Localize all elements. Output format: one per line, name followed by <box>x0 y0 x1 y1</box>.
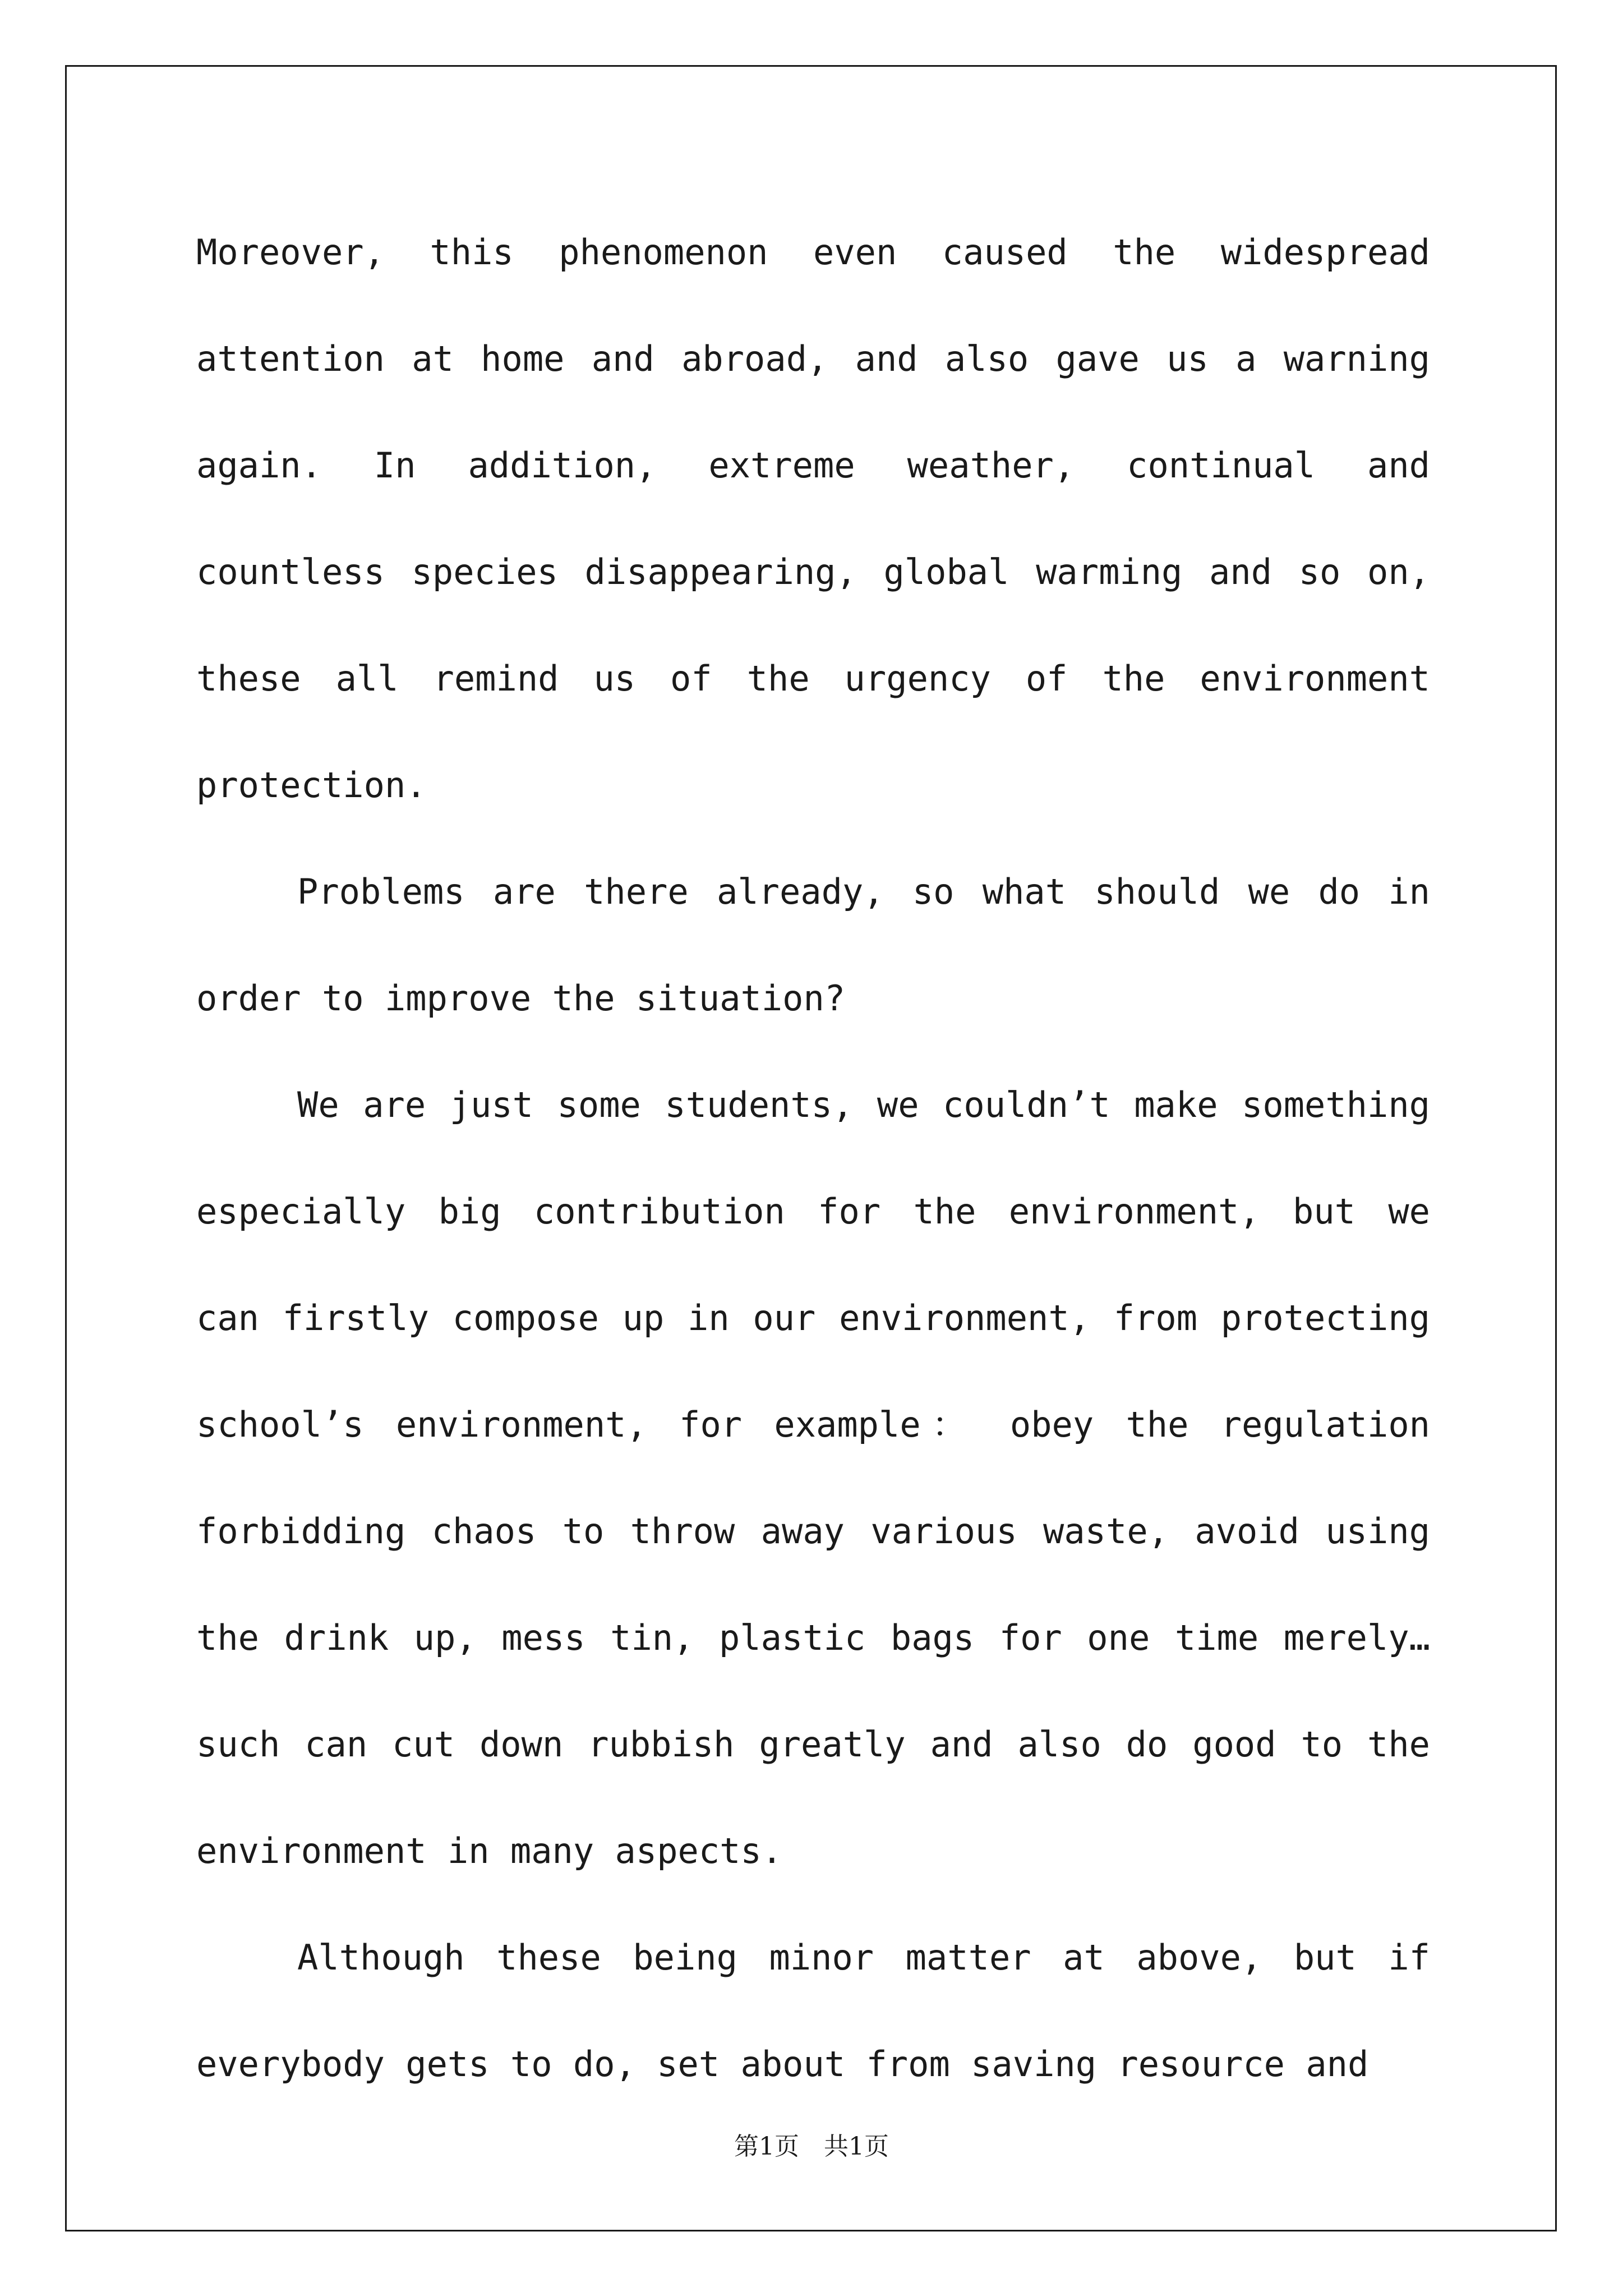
paragraph-2: Problems are there already, so what should we do in order to improve the situation? <box>196 871 1430 1019</box>
paragraph-3: We are just some students, we couldn’t make something especially big contribution for the environment, but we can firstly compose up in our environment, from protecting school’s environment, for example： obey the regulation forbidding chaos to throw away various waste, avoid using the drink up, mess tin, plastic bags for one time merely…such can cut down rubbish greatly and also do good to the environment in many aspects. <box>196 1084 1430 1871</box>
paragraph-1: Moreover, this phenomenon even caused the widespread attention at home and abroad, and also gave us a warning again. In addition, extreme weather, continual and countless species disappearing, global warming and so on, these all remind us of the urgency of the environment protection. <box>196 232 1430 806</box>
page-footer: 第1页 共1页 <box>734 2132 889 2161</box>
document-body <box>196 199 1430 2118</box>
paragraph-4: Although these being minor matter at above, but if everybody gets to do, set about from saving resource and <box>196 1937 1430 2085</box>
